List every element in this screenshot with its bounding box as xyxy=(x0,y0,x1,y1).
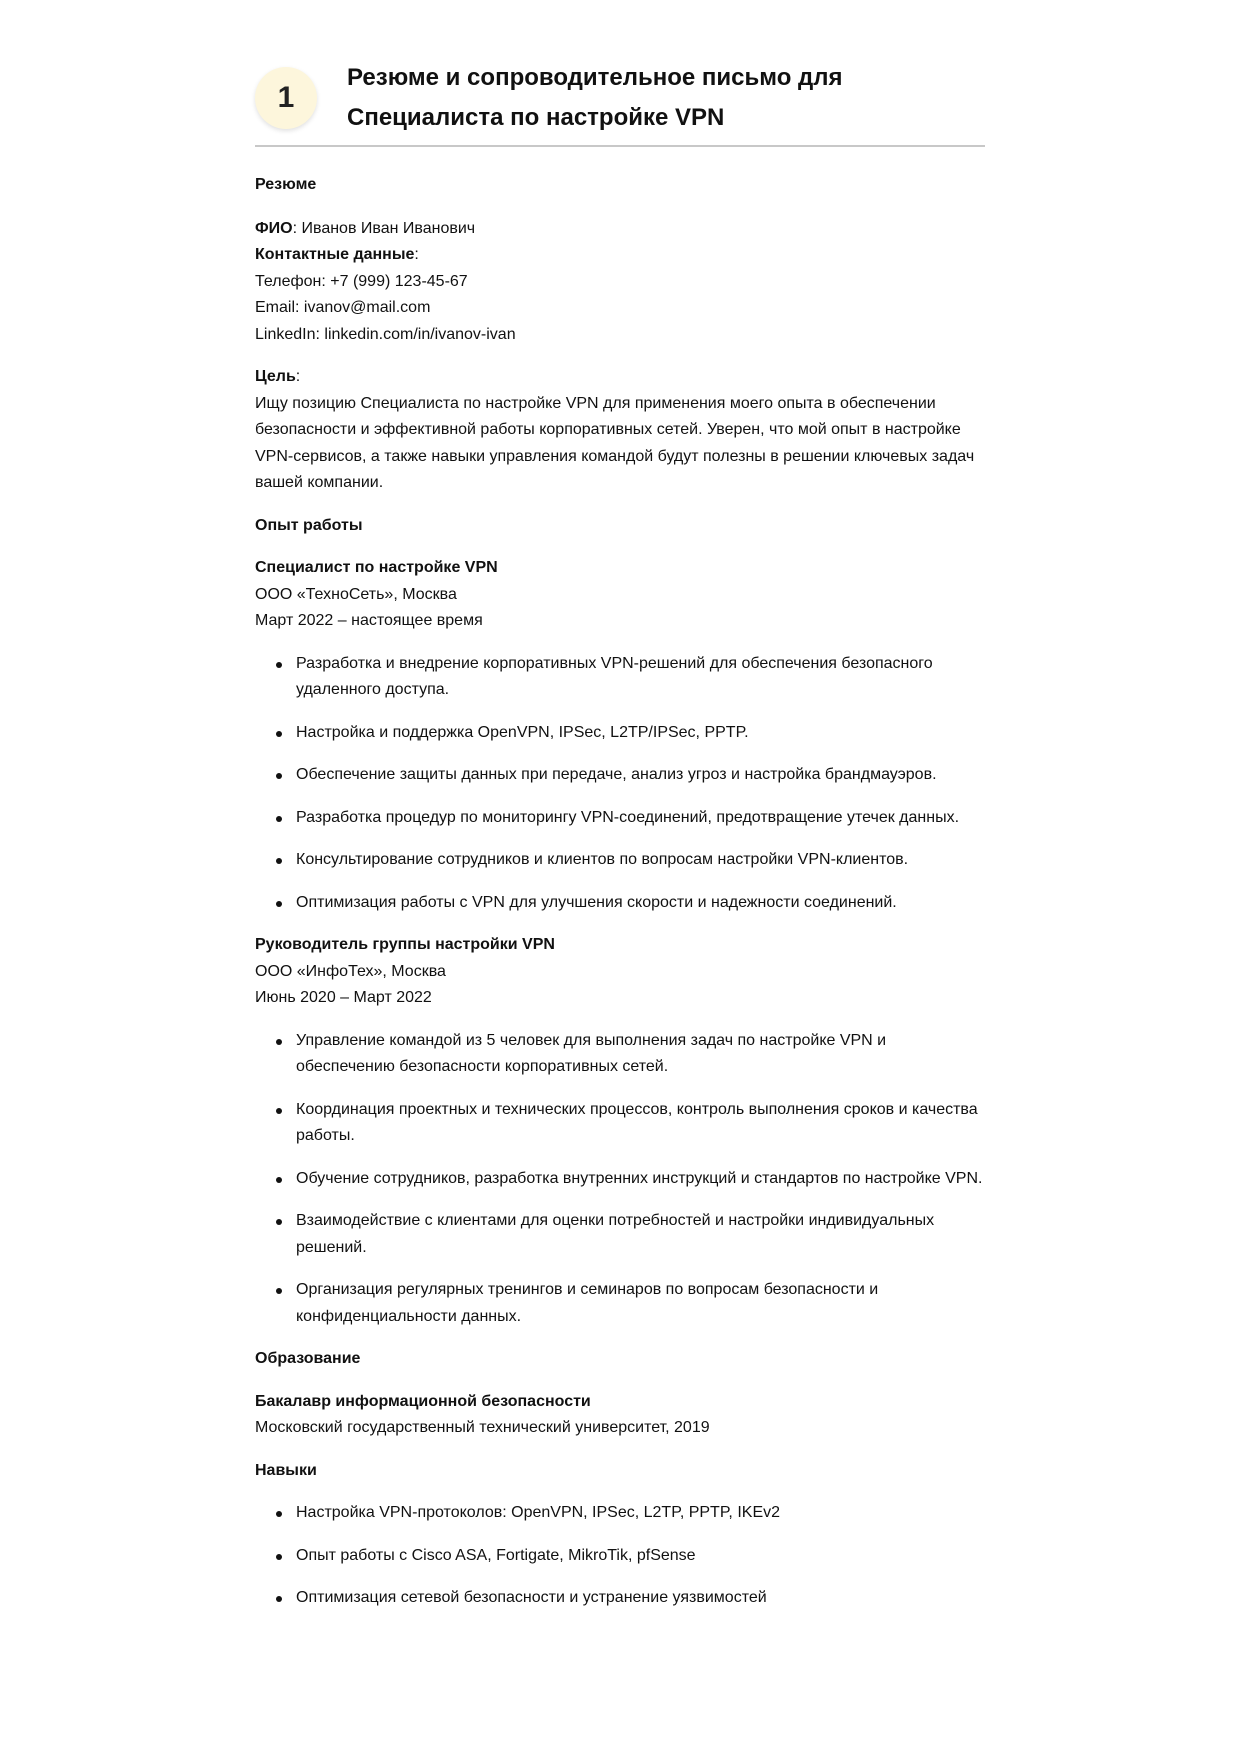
job-duties-list xyxy=(255,651,985,917)
fio-line xyxy=(255,216,985,243)
skills-list xyxy=(255,1500,985,1612)
job-period: Март 2022 – настоящее время xyxy=(255,612,483,629)
document-header xyxy=(255,60,985,147)
contacts-colon: : xyxy=(414,246,419,263)
list-item: Консультирование сотрудников и клиентов по вопросам настройки VPN-клиентов. xyxy=(296,847,985,874)
fio-label: ФИО xyxy=(255,219,293,237)
list-item: Настройка VPN-протоколов: OpenVPN, IPSec, L2TP, PPTP, IKEv2 xyxy=(296,1500,985,1527)
job-period: Июнь 2020 – Март 2022 xyxy=(255,989,432,1006)
goal-colon: : xyxy=(295,368,301,385)
list-item: Управление командой из 5 человек для выполнения задач по настройке VPN и обеспечению безопасности корпоративных сетей. xyxy=(296,1028,985,1081)
page-title xyxy=(347,58,967,138)
list-item: Обучение сотрудников, разработка внутренних инструкций и стандартов по настройке VPN. xyxy=(296,1166,985,1193)
education-degree: Бакалавр информационной безопасности xyxy=(255,1392,591,1410)
section-number-badge: 1 xyxy=(255,67,317,129)
list-item: Обеспечение защиты данных при передаче, анализ угроз и настройка брандмауэров. xyxy=(296,762,985,789)
job-title: Руководитель группы настройки VPN xyxy=(255,936,555,953)
title-line-1: Резюме и сопроводительное письмо для xyxy=(347,64,843,91)
education-heading: Образование xyxy=(255,1350,361,1367)
list-item: Взаимодействие с клиентами для оценки потребностей и настройки индивидуальных решений. xyxy=(296,1208,985,1261)
job-duties-list xyxy=(255,1028,985,1331)
contacts-line xyxy=(255,242,985,269)
job-company: ООО «ТехноСеть», Москва xyxy=(255,585,457,603)
list-item: Разработка процедур по мониторингу VPN-соединений, предотвращение утечек данных. xyxy=(296,805,985,832)
job-company: ООО «ИнфоТех», Москва xyxy=(255,962,446,980)
title-line-2: Специалиста по настройке VPN xyxy=(347,104,725,131)
list-item: Настройка и поддержка OpenVPN, IPSec, L2TP/IPSec, PPTP. xyxy=(296,720,985,747)
contacts-label: Контактные данные xyxy=(255,246,415,263)
list-item: Оптимизация работы с VPN для улучшения скорости и надежности соединений. xyxy=(296,890,985,917)
job-title: Специалист по настройке VPN xyxy=(255,559,498,576)
list-item: Оптимизация сетевой безопасности и устранение уязвимостей xyxy=(296,1585,985,1612)
skills-heading: Навыки xyxy=(255,1461,317,1479)
list-item: Разработка и внедрение корпоративных VPN-решений для обеспечения безопасного удаленного доступа. xyxy=(296,651,985,704)
goal-line xyxy=(255,364,985,391)
list-item: Опыт работы с Cisco ASA, Fortigate, MikroTik, pfSense xyxy=(296,1543,985,1570)
email-text: Email: ivanov@mail.com xyxy=(255,299,431,316)
education-institution: Московский государственный технический университет, 2019 xyxy=(255,1419,710,1436)
resume-heading: Резюме xyxy=(255,176,317,193)
phone-text: Телефон: +7 (999) 123-45-67 xyxy=(255,272,468,290)
document-page xyxy=(255,60,985,1612)
goal-label: Цель xyxy=(255,368,296,385)
list-item: Координация проектных и технических процессов, контроль выполнения сроков и качества работы. xyxy=(296,1097,985,1150)
resume-content xyxy=(255,147,985,1612)
list-item: Организация регулярных тренингов и семинаров по вопросам безопасности и конфиденциальности данных. xyxy=(296,1277,985,1330)
experience-heading: Опыт работы xyxy=(255,516,363,534)
linkedin-text: LinkedIn: linkedin.com/in/ivanov-ivan xyxy=(255,325,516,343)
fio-value: : Иванов Иван Иванович xyxy=(292,219,476,237)
goal-text: Ищу позицию Специалиста по настройке VPN для применения моего опыта в обеспечении безопасности и эффективной работы корпоративных сетей. Уверен, что мой опыт в настройке VPN-сервисов, а также навыки управления командой будут полезны в решении ключевых задач вашей компании. xyxy=(255,394,975,491)
